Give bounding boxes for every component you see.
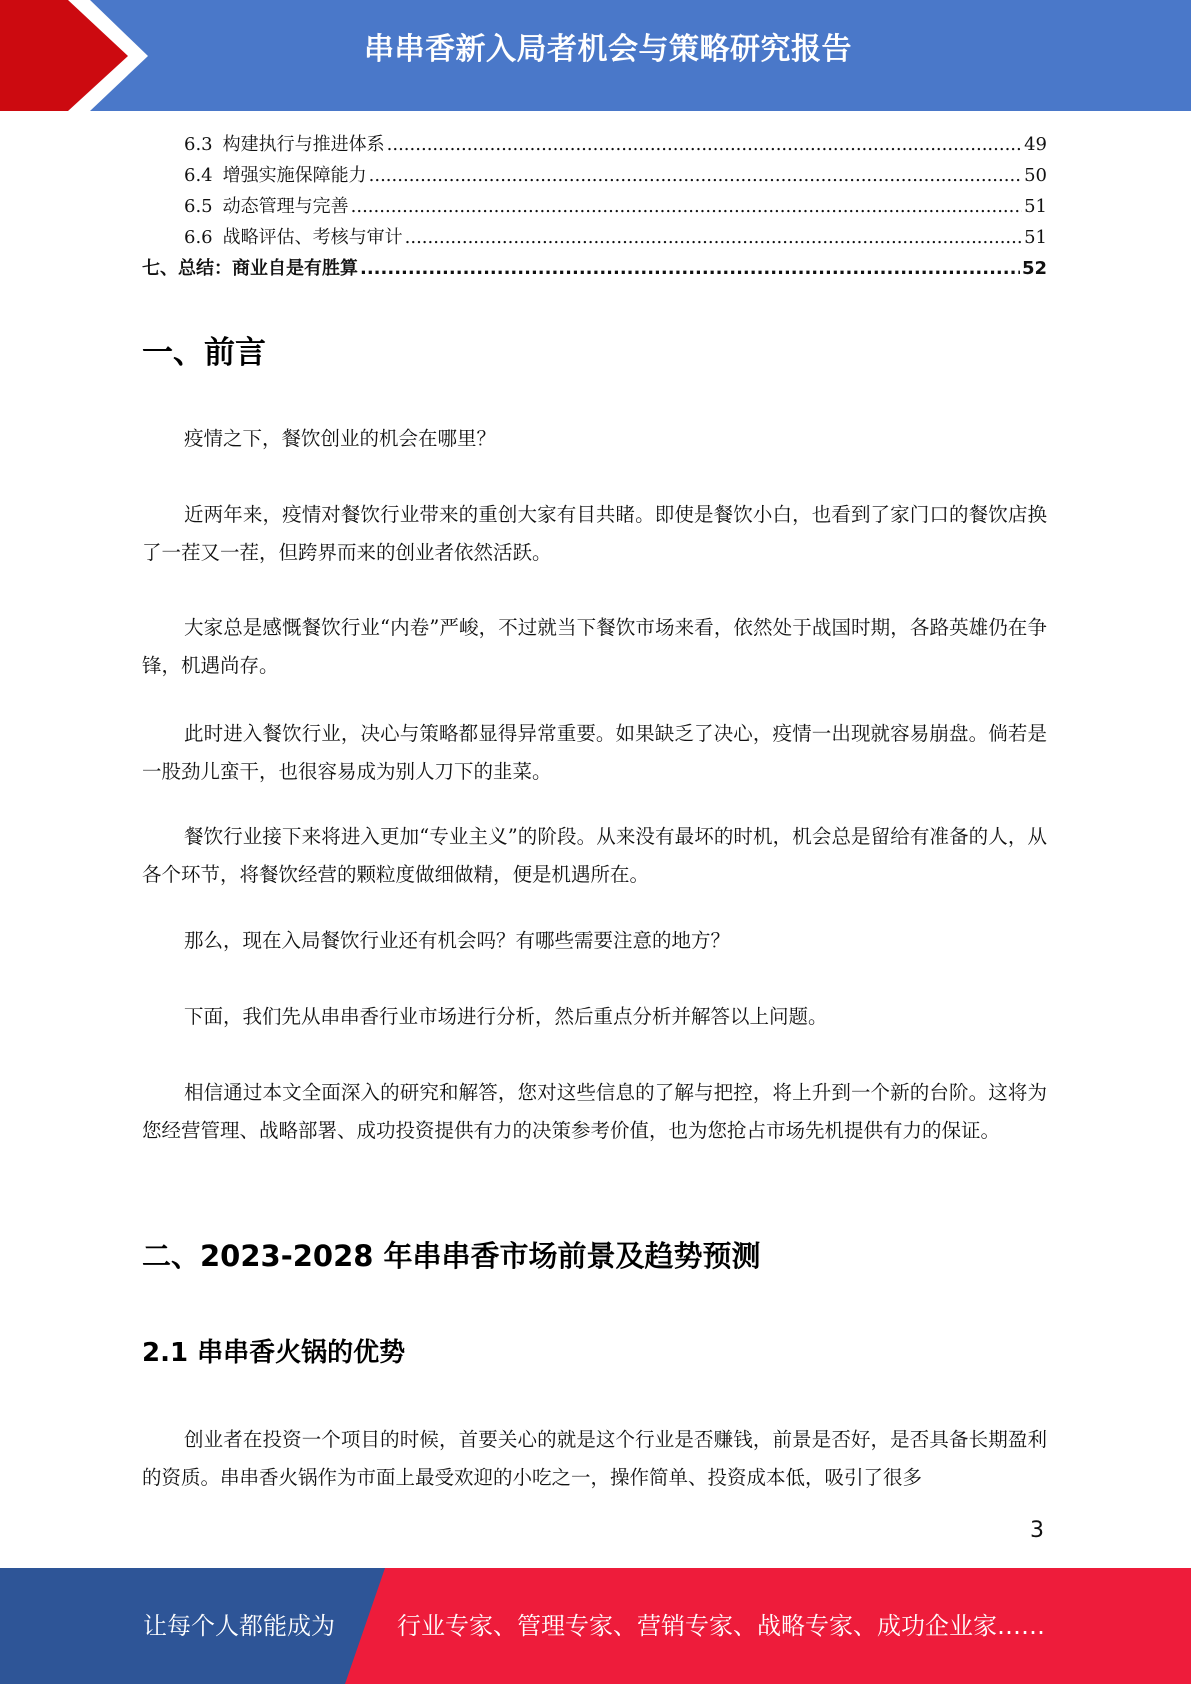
toc-entry-number: 6.3 [184, 134, 213, 155]
footer-slogan-left: 让每个人都能成为 [143, 1612, 335, 1640]
toc-entry-title: 动态管理与完善 [222, 196, 349, 217]
toc-leader-dots [405, 227, 1022, 248]
page-footer [0, 1568, 1191, 1684]
toc-entry-number: 6.6 [184, 227, 213, 248]
toc-entry-page: 51 [1024, 196, 1047, 217]
footer-slogan-right: 行业专家、管理专家、营销专家、战略专家、成功企业家…… [397, 1612, 1045, 1640]
toc-leader-dots [360, 258, 1020, 279]
toc-entry[interactable] [142, 223, 1047, 249]
toc-entry[interactable] [142, 130, 1047, 156]
section-heading: 一、前言 [142, 335, 266, 371]
body-paragraph: 疫情之下，餐饮创业的机会在哪里？ [184, 427, 497, 450]
body-paragraph: 创业者在投资一个项目的时候，首要关心的就是这个行业是否赚钱，前景是否好，是否具备长期盈利的资质。串串香火锅作为市面上最受欢迎的小吃之一，操作简单、投资成本低，吸引了很多 [142, 1428, 1047, 1489]
toc-entry-page: 50 [1024, 165, 1047, 186]
page-header [0, 0, 1191, 111]
toc-entry[interactable] [142, 192, 1047, 218]
toc-leader-dots [387, 134, 1022, 155]
body-paragraph: 此时进入餐饮行业，决心与策略都显得异常重要。如果缺乏了决心，疫情一出现就容易崩盘。倘若是一股劲儿蛮干，也很容易成为别人刀下的韭菜。 [142, 722, 1047, 783]
body-paragraph: 大家总是感慨餐饮行业“内卷”严峻，不过就当下餐饮市场来看，依然处于战国时期，各路英雄仍在争锋，机遇尚存。 [142, 616, 1047, 677]
toc-entry-title: 战略评估、考核与审计 [222, 227, 403, 248]
toc-entry-title: 增强实施保障能力 [222, 165, 367, 186]
toc-entry-page: 52 [1021, 258, 1047, 279]
toc-entry-page: 51 [1024, 227, 1047, 248]
toc-entry-page: 49 [1024, 134, 1047, 155]
toc-entry[interactable] [142, 161, 1047, 187]
body-paragraph: 相信通过本文全面深入的研究和解答，您对这些信息的了解与把控，将上升到一个新的台阶。这将为您经营管理、战略部署、成功投资提供有力的决策参考价值，也为您抢占市场先机提供有力的保证。 [142, 1081, 1047, 1142]
body-paragraph: 餐饮行业接下来将进入更加“专业主义”的阶段。从来没有最坏的时机，机会总是留给有准备的人，从各个环节，将餐饮经营的颗粒度做细做精，便是机遇所在。 [142, 825, 1047, 886]
body-paragraph: 近两年来，疫情对餐饮行业带来的重创大家有目共睹。即使是餐饮小白，也看到了家门口的餐饮店换了一茬又一茬，但跨界而来的创业者依然活跃。 [142, 503, 1047, 564]
toc-entry-title: 七、总结：商业自是有胜算 [142, 258, 358, 279]
header-title: 串串香新入局者机会与策略研究报告 [364, 32, 852, 67]
toc-leader-dots [351, 196, 1022, 217]
subsection-heading: 2.1 串串香火锅的优势 [142, 1338, 406, 1368]
toc-leader-dots [369, 165, 1022, 186]
page-number: 3 [1030, 1518, 1044, 1543]
toc-chapter-entry[interactable] [142, 254, 1047, 280]
body-paragraph: 下面，我们先从串串香行业市场进行分析，然后重点分析并解答以上问题。 [184, 1005, 828, 1028]
toc-entry-number: 6.5 [184, 196, 213, 217]
toc-entry-number: 6.4 [184, 165, 213, 186]
section-heading: 二、2023-2028 年串串香市场前景及趋势预测 [142, 1239, 761, 1273]
toc-entry-title: 构建执行与推进体系 [222, 134, 385, 155]
body-paragraph: 那么，现在入局餐饮行业还有机会吗？有哪些需要注意的地方？ [184, 929, 731, 952]
